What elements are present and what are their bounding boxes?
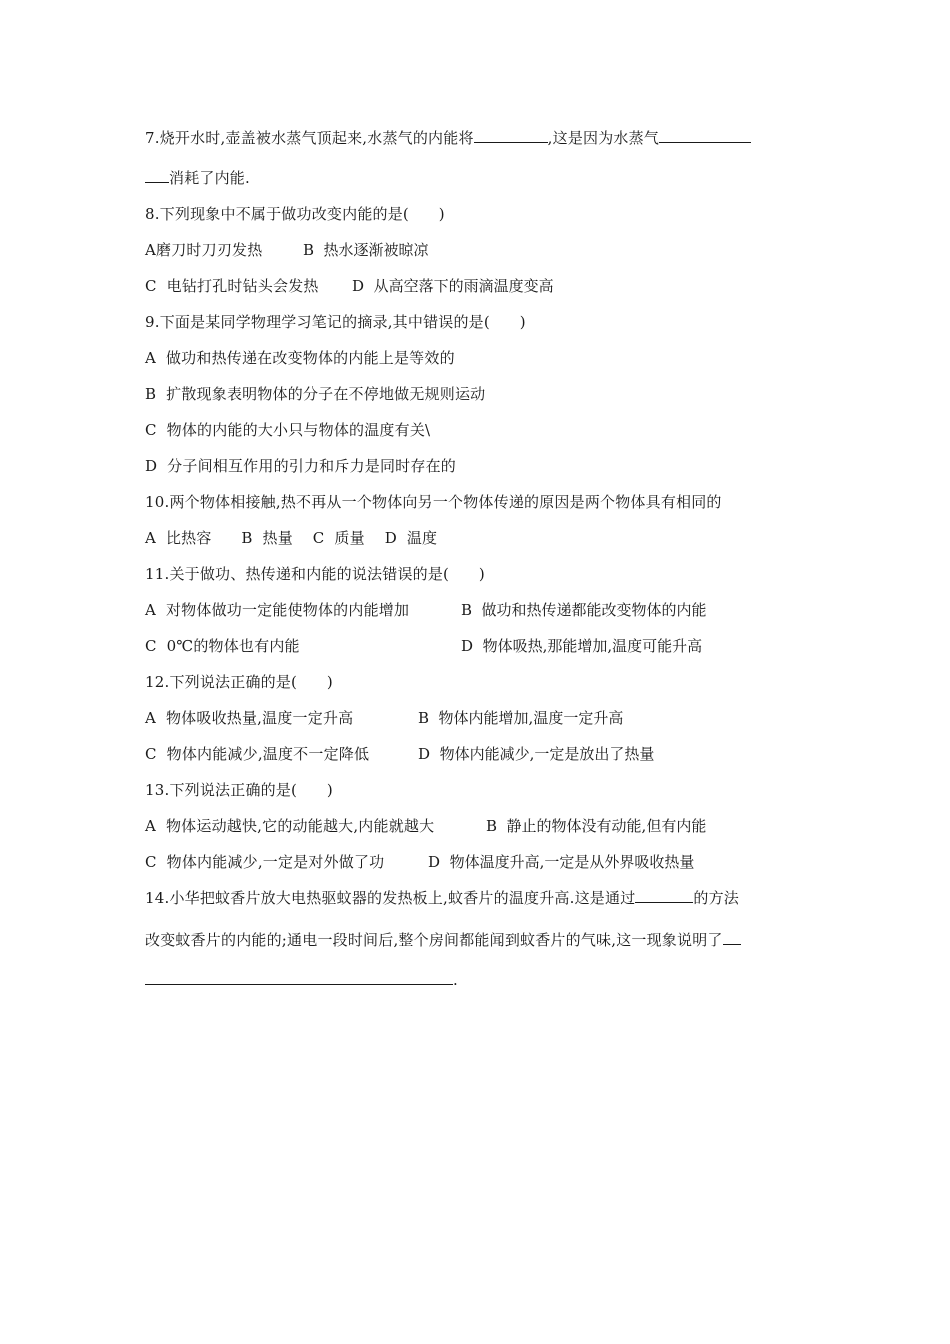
q14-line1 [145,888,739,908]
q8-option-b: B 热水逐渐被晾凉 [303,241,429,259]
q11-option-c: C 0℃的物体也有内能 [145,637,300,655]
q13-option-b: B 静止的物体没有动能,但有内能 [486,817,707,835]
q9-option-b: B 扩散现象表明物体的分子在不停地做无规则运动 [145,385,486,403]
q7-blank-2-cont[interactable] [145,168,169,183]
q10-options: A 比热容 B 热量 C 质量 D 温度 [145,529,438,547]
q14-line3 [145,970,458,990]
q8-option-a: A磨刀时刀刃发热 [145,241,263,259]
q8-option-c: C 电钻打孔时钻头会发热 [145,277,319,295]
q7-line1 [145,128,751,148]
q7-text-b: ,这是因为水蒸气 [547,129,660,147]
q8-option-d: D 从高空落下的雨滴温度变高 [352,277,554,295]
q12-option-d: D 物体内能减少,一定是放出了热量 [418,745,655,763]
q7-blank-2[interactable] [659,128,751,143]
q7-text-c: 消耗了内能. [169,169,250,187]
q13-stem: 13.下列说法正确的是( ) [145,781,333,799]
q13-option-c: C 物体内能减少,一定是对外做了功 [145,853,385,871]
q9-option-d: D 分子间相互作用的引力和斥力是同时存在的 [145,457,456,475]
q7-line2 [145,168,250,188]
q14-blank-2[interactable] [723,930,741,945]
q12-stem: 12.下列说法正确的是( ) [145,673,333,691]
q11-option-d: D 物体吸热,那能增加,温度可能升高 [461,637,703,655]
q10-stem: 10.两个物体相接触,热不再从一个物体向另一个物体传递的原因是两个物体具有相同的 [145,493,722,511]
q14-text-a: 14.小华把蚊香片放大电热驱蚊器的发热板上,蚊香片的温度升高.这是通过 [145,889,636,907]
q11-option-a: A 对物体做功一定能使物体的内能增加 [145,601,410,619]
q9-stem: 9.下面是某同学物理学习笔记的摘录,其中错误的是( ) [145,313,526,331]
q14-text-b: 的方法 [693,889,740,907]
q12-option-a: A 物体吸收热量,温度一定升高 [145,709,354,727]
q12-option-c: C 物体内能减少,温度不一定降低 [145,745,370,763]
q14-blank-1[interactable] [635,888,693,903]
q7-text-a: 7.烧开水时,壶盖被水蒸气顶起来,水蒸气的内能将 [145,129,474,147]
q12-option-b: B 物体内能增加,温度一定升高 [418,709,624,727]
q8-stem: 8.下列现象中不属于做功改变内能的是( ) [145,205,445,223]
q11-option-b: B 做功和热传递都能改变物体的内能 [461,601,707,619]
q9-option-c: C 物体的内能的大小只与物体的温度有关\ [145,421,431,439]
q13-option-d: D 物体温度升高,一定是从外界吸收热量 [428,853,695,871]
q14-line2 [145,930,741,950]
q7-blank-1[interactable] [474,128,548,143]
q14-text-c: 改变蚊香片的内能的;通电一段时间后,整个房间都能闻到蚊香片的气味,这一现象说明了 [145,931,723,949]
q14-text-d: . [453,971,458,989]
q14-blank-2-cont[interactable] [145,970,453,985]
q9-option-a: A 做功和热传递在改变物体的内能上是等效的 [145,349,455,367]
q11-stem: 11.关于做功、热传递和内能的说法错误的是( ) [145,565,485,583]
q13-option-a: A 物体运动越快,它的动能越大,内能就越大 [145,817,435,835]
